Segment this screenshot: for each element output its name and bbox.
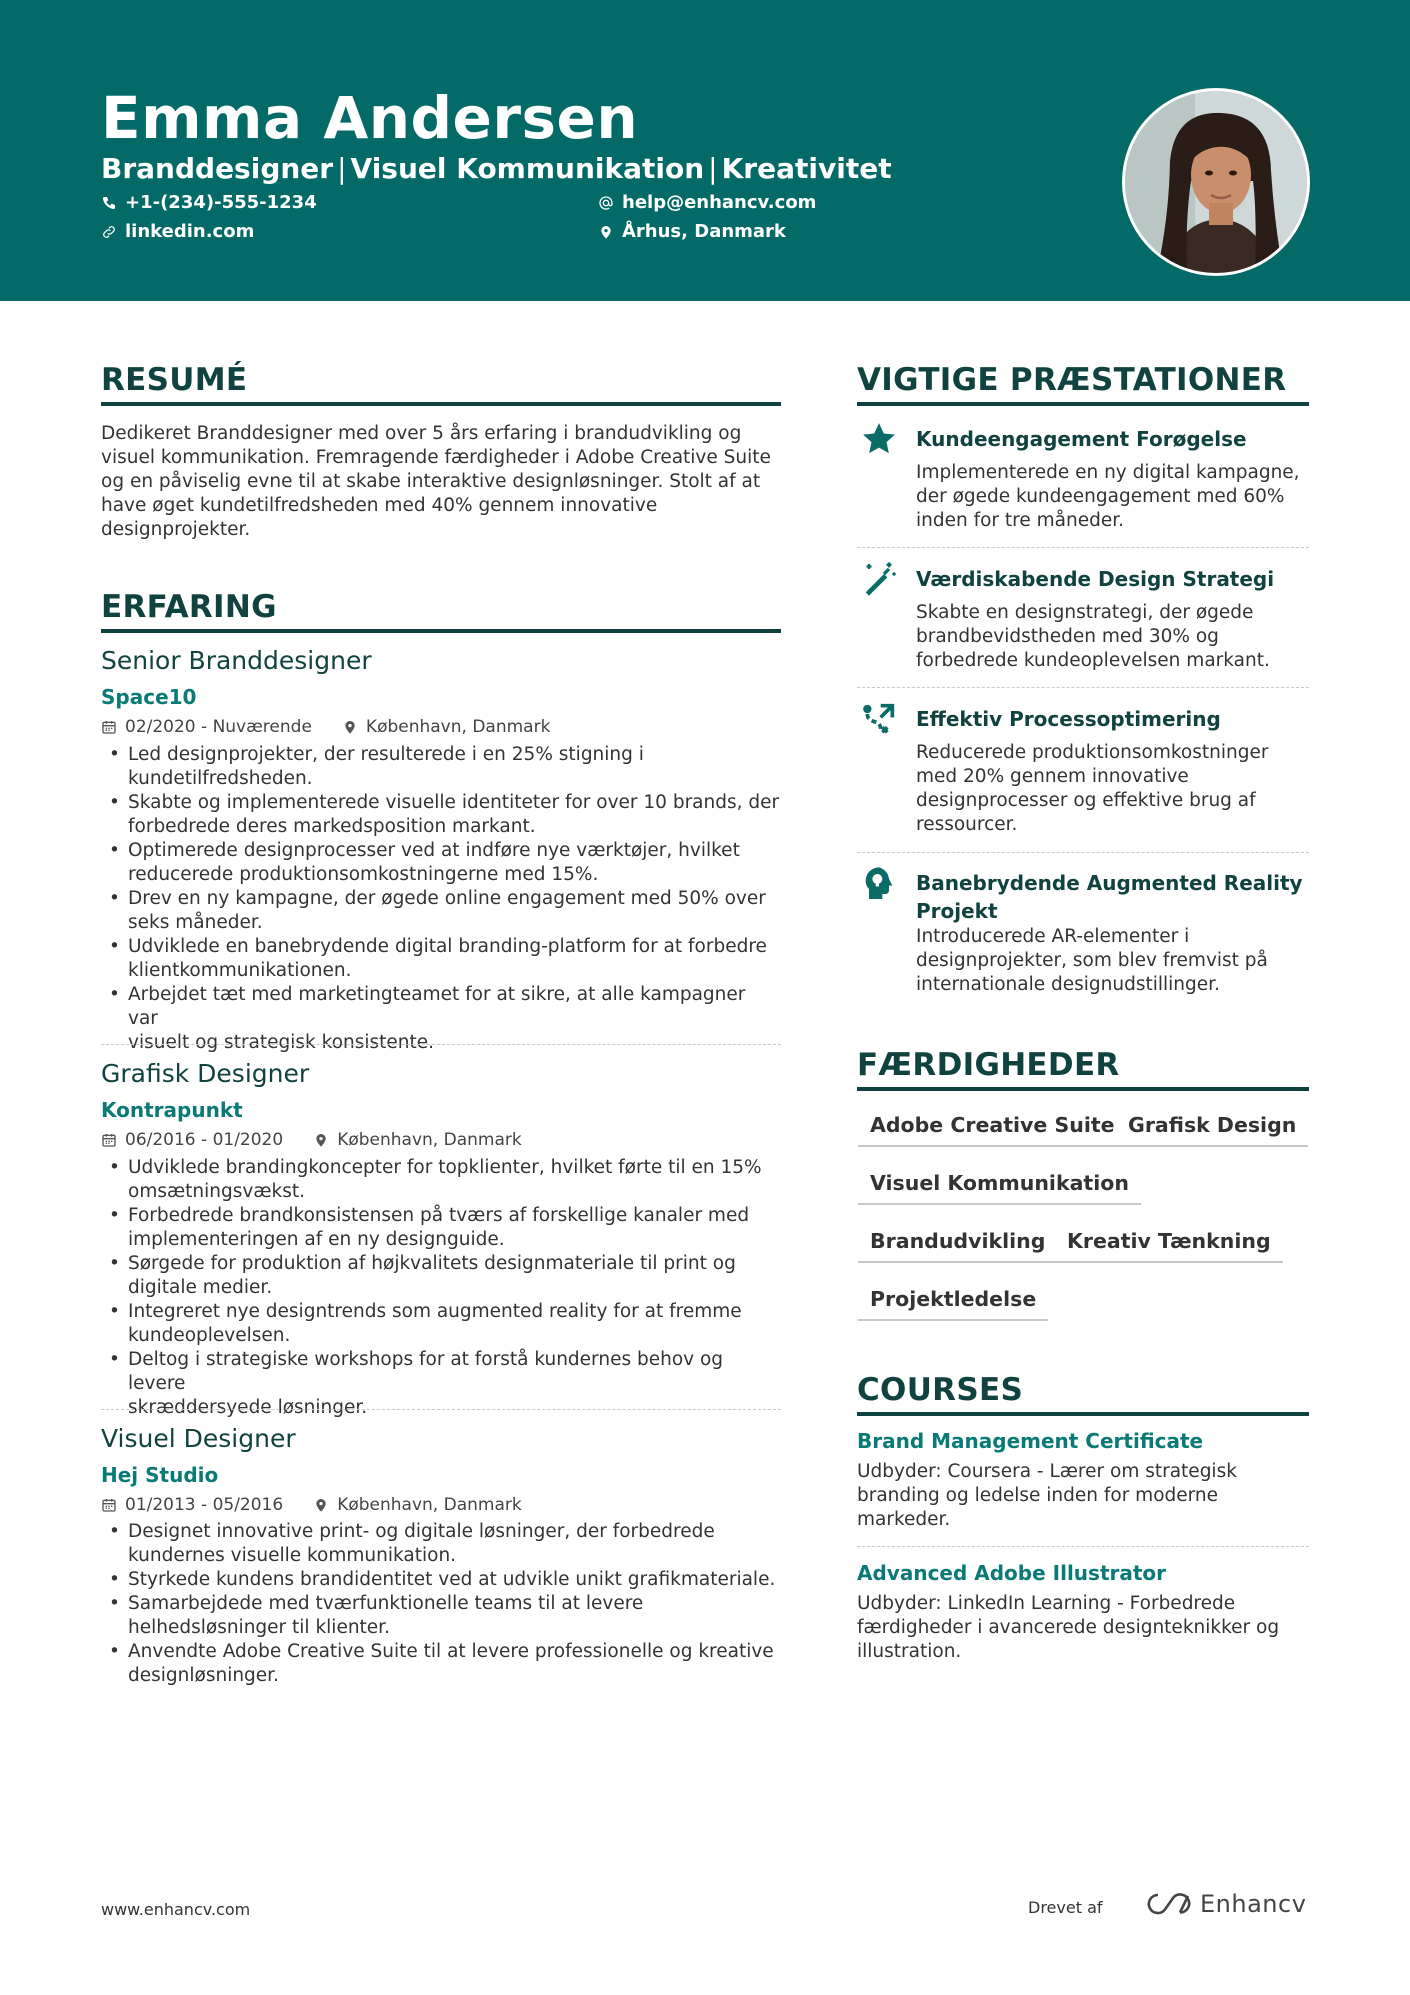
- job-title: Senior Branddesigner: [101, 646, 372, 675]
- summary-line: designprojekter.: [101, 519, 251, 540]
- title-2: Visuel Kommunikation: [350, 152, 705, 185]
- achievement-desc: Implementerede en ny digital kampagne, der øgede kundeengagement med 60% inden for tre måneder.: [916, 462, 1300, 531]
- phone-text: +1-(234)-555-1234: [125, 192, 317, 213]
- list-item: • Arbejdet tæt med marketingteamet for at sikre, at alle kampagner var visuelt og strategisk konsistente.: [101, 983, 781, 1055]
- skill-tag: Brandudvikling: [858, 1229, 1057, 1263]
- star-icon: [859, 419, 899, 459]
- list-item: • Integreret nye designtrends som augmented reality for at fremme kundeoplevelsen.: [101, 1300, 781, 1348]
- calendar-icon: [101, 719, 117, 735]
- list-item: • Deltog i strategiske workshops for at forstå kundernes behov og levere skræddersyede løsninger.: [101, 1348, 781, 1420]
- title-1: Branddesigner: [101, 152, 334, 185]
- summary-line: have øget kundetilfredsheden med 40% gennem innovative: [101, 495, 658, 516]
- job-dates: 01/2013 - 05/2016: [125, 1495, 284, 1515]
- job-location: København, Danmark: [365, 717, 551, 737]
- list-item: • Designet innovative print- og digitale løsninger, der forbedrede kundernes visuelle kommunikation.: [101, 1520, 781, 1568]
- resume-header: [0, 0, 1410, 301]
- profile-photo: [1122, 88, 1310, 276]
- title-separator: |: [708, 152, 718, 185]
- course-title: Advanced Adobe Illustrator: [857, 1561, 1167, 1585]
- divider: [857, 547, 1309, 548]
- location-pin-icon: [598, 224, 614, 240]
- job-dates: 02/2020 - Nuværende: [125, 717, 312, 737]
- enhancv-logo-icon: [1146, 1892, 1192, 1916]
- contact-email[interactable]: [598, 192, 816, 213]
- skill-tag: Kreativ Tænkning: [1055, 1229, 1283, 1263]
- achievements-heading: VIGTIGE PRÆSTATIONER: [857, 362, 1309, 406]
- contact-location: [598, 221, 786, 242]
- calendar-icon: [101, 1132, 117, 1148]
- title-3: Kreativitet: [721, 152, 892, 185]
- summary-line: Dedikeret Branddesigner med over 5 års erfaring i brandudvikling og: [101, 423, 742, 444]
- achievement-desc: Introducerede AR-elementer i designprojekter, som blev fremvist på internationale designudstillinger.: [916, 926, 1268, 995]
- enhancv-logo[interactable]: [1146, 1890, 1306, 1918]
- skill-tag: Grafisk Design: [1116, 1113, 1308, 1147]
- magic-wand-icon: [859, 559, 899, 599]
- head-lightbulb-icon: [859, 864, 899, 904]
- location-pin-icon: [313, 1497, 329, 1513]
- achievement-title: Værdiskabende Design Strategi: [916, 567, 1275, 591]
- achievement-title: Banebrydende Augmented Reality Projekt: [916, 871, 1303, 923]
- achievement-desc: Reducerede produktionsomkostninger med 20% gennem innovative designprocesser og effektive brug af ressourcer.: [916, 742, 1269, 835]
- contact-phone[interactable]: [101, 192, 317, 213]
- company-name: Kontrapunkt: [101, 1098, 243, 1122]
- skill-tag: Visuel Kommunikation: [858, 1171, 1141, 1205]
- job-meta: [101, 717, 550, 737]
- list-item: • Samarbejdede med tværfunktionelle teams til at levere helhedsløsninger til klienter.: [101, 1592, 781, 1640]
- job-location: København, Danmark: [337, 1130, 522, 1150]
- divider: [857, 687, 1309, 688]
- link-icon: [101, 224, 117, 240]
- candidate-name: Emma Andersen: [101, 84, 639, 152]
- footer-url[interactable]: www.enhancv.com: [101, 1900, 251, 1919]
- location-pin-icon: [342, 719, 358, 735]
- course-title: Brand Management Certificate: [857, 1429, 1204, 1453]
- contact-linkedin[interactable]: [101, 221, 254, 242]
- candidate-titles: [101, 152, 892, 185]
- course-desc: Udbyder: Coursera - Lærer om strategisk branding og ledelse inden for moderne markeder.: [857, 1461, 1237, 1530]
- list-item: • Styrkede kundens brandidentitet ved at udvikle unikt grafikmateriale.: [101, 1568, 781, 1592]
- summary-line: og en påviselig evne til at skabe interaktive designløsninger. Stolt af at: [101, 471, 761, 492]
- phone-icon: [101, 195, 117, 211]
- at-icon: [598, 195, 614, 211]
- summary-heading: RESUMÉ: [101, 362, 781, 406]
- route-icon: [859, 699, 899, 739]
- list-item: • Forbedrede brandkonsistensen på tværs af forskellige kanaler med implementeringen af en ny designguide.: [101, 1204, 781, 1252]
- skill-tag: Projektledelse: [858, 1287, 1048, 1321]
- location-text: Århus, Danmark: [622, 221, 786, 242]
- job-meta: [101, 1130, 522, 1150]
- calendar-icon: [101, 1497, 117, 1513]
- list-item: • Optimerede designprocesser ved at indføre nye værktøjer, hvilket reducerede produktionsomkostningerne med 15%.: [101, 839, 781, 887]
- achievement-title: Effektiv Processoptimering: [916, 707, 1221, 731]
- list-item: • Udviklede en banebrydende digital branding-platform for at forbedre klientkommunikationen.: [101, 935, 781, 983]
- job-bullets: [101, 743, 781, 1055]
- location-pin-icon: [313, 1132, 329, 1148]
- list-item: • Skabte og implementerede visuelle identiteter for over 10 brands, der forbedrede deres markedsposition markant.: [101, 791, 781, 839]
- job-location: København, Danmark: [337, 1495, 522, 1515]
- experience-heading: ERFARING: [101, 589, 781, 633]
- divider: [101, 1044, 781, 1045]
- job-title: Grafisk Designer: [101, 1059, 310, 1088]
- courses-heading: COURSES: [857, 1372, 1309, 1416]
- email-text: help@enhancv.com: [622, 192, 817, 213]
- list-item: • Udviklede brandingkoncepter for topklienter, hvilket førte til en 15% omsætningsvækst.: [101, 1156, 781, 1204]
- title-separator: |: [337, 152, 347, 185]
- list-item: • Anvendte Adobe Creative Suite til at levere professionelle og kreative designløsninger.: [101, 1640, 781, 1688]
- job-dates: 06/2016 - 01/2020: [125, 1130, 284, 1150]
- divider: [857, 1546, 1309, 1547]
- job-bullets: [101, 1520, 781, 1688]
- company-name: Hej Studio: [101, 1463, 219, 1487]
- job-meta: [101, 1495, 522, 1515]
- divider: [101, 1409, 781, 1410]
- footer-powered-by: Drevet af: [1028, 1898, 1103, 1917]
- company-name: Space10: [101, 685, 197, 709]
- skills-heading: FÆRDIGHEDER: [857, 1047, 1309, 1091]
- enhancv-logo-text: Enhancv: [1200, 1890, 1307, 1918]
- list-item: • Sørgede for produktion af højkvalitets designmateriale til print og digitale medier.: [101, 1252, 781, 1300]
- job-title: Visuel Designer: [101, 1424, 296, 1453]
- course-desc: Udbyder: LinkedIn Learning - Forbedrede færdigheder i avancerede designteknikker og illustration.: [857, 1593, 1280, 1662]
- job-bullets: [101, 1156, 781, 1420]
- divider: [857, 852, 1309, 853]
- skill-tag: Adobe Creative Suite: [858, 1113, 1127, 1147]
- linkedin-text: linkedin.com: [125, 221, 255, 242]
- list-item: • Led designprojekter, der resulterede i en 25% stigning i kundetilfredsheden.: [101, 743, 781, 791]
- list-item: • Drev en ny kampagne, der øgede online engagement med 50% over seks måneder.: [101, 887, 781, 935]
- achievement-desc: Skabte en designstrategi, der øgede brandbevidstheden med 30% og forbedrede kundeoplevelsen markant.: [916, 602, 1270, 671]
- summary-line: visuel kommunikation. Fremragende færdigheder i Adobe Creative Suite: [101, 447, 771, 468]
- achievement-title: Kundeengagement Forøgelse: [916, 427, 1247, 451]
- summary-text: [101, 422, 781, 542]
